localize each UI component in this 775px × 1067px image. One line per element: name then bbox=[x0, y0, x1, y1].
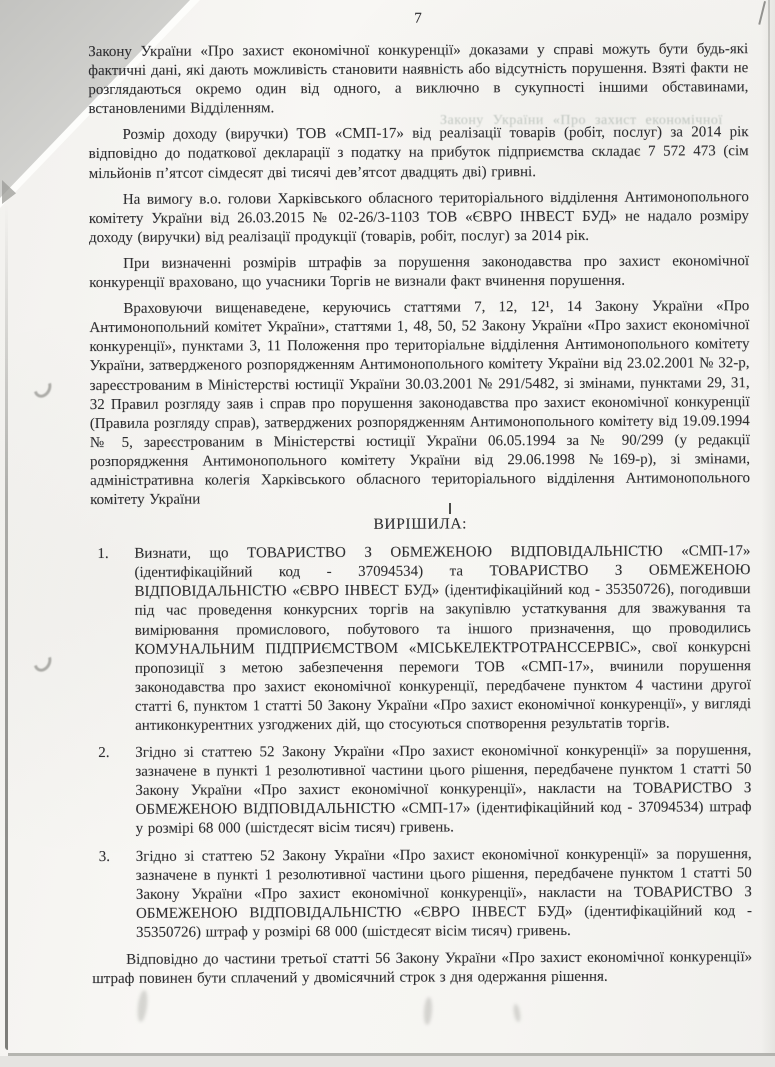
paragraph: Враховуючи вищенаведене, керуючись статтями 7, 12, 12¹, 14 Закону України «Про Антимонопольний комітет України», статтями 1, 48, 50, 52 Закону України «Про захист економічної конкуренції», пунктами 3, 11 Положення про територіальне відділення Антимонопольного комітету України, затвердженого розпорядженням Антимонопольного комітету України від 23.02.2001 № 32-р, зареєстрованим в Міністерстві юстиції України 30.03.2001 № 291/5482, зі змінами, пунктами 29, 31, 32 Правил розгляду заяв і справ про порушення законодавства про захист економічної конкуренції (Правила розгляду справ), затверджених розпорядженням Антимонопольного комітету від 19.09.1994 № 5, зареєстрованим в Міністерстві юстиції України 06.05.1994 за № 90/299 (у редакції розпорядження Антимонопольного комітету України від 29.06.1998 №169-р), зі змінами, адміністративна колегія Харківського обласного територіального відділення Антимонопольного комітету України bbox=[89, 298, 751, 509]
item-number: 3. bbox=[98, 848, 110, 865]
resolution-item bbox=[90, 542, 751, 736]
item-text: Згідно зі статтею 52 Закону України «Про захист економічної конкуренції» за порушення, зазначене в пункті 1 резолютивної частини цього рішення, передбачене пунктом 1 статті 50 Закону України «Про захист економічної конкуренції», накласти на ТОВАРИСТВО З ОБМЕЖЕНОЮ ВІДПОВІДАЛЬНІСТЮ «СМП-17» (ідентифікаційний код - 37094534) штраф у розмірі 68 000 (шістдесят вісім тисяч) гривень. bbox=[135, 742, 752, 838]
right-edge-shade bbox=[761, 0, 775, 1067]
resolution-heading: ВИРІШИЛА: bbox=[373, 515, 468, 533]
paragraph: При визначенні розмірів штрафів за порушення законодавства про захист економічної конкуренції враховано, що учасники Торгів не визнали факт вчинення порушення. bbox=[89, 253, 750, 292]
paragraph: На вимогу в.о. голови Харківського обласного територіального відділення Антимонопольного комітету України від 26.03.2015 № 02-26/3-1103 ТОВ «ЄВРО ІНВЕСТ БУД» не надало розміру доходу (виручки) від реалізації продукції (товарів, робіт, послуг) за 2014 рік. bbox=[88, 188, 749, 246]
scan-smudge bbox=[512, 1004, 521, 1023]
item-number: 2. bbox=[98, 745, 110, 762]
bottom-scanner-band bbox=[0, 1056, 775, 1067]
left-paper-edge-line bbox=[5, 205, 8, 1050]
item-number: 1. bbox=[97, 546, 109, 563]
paragraph: Розмір доходу (виручки) ТОВ «СМП-17» від реалізації товарів (робіт, послуг) за 2014 рік відповідно до податкової декларації з податку на прибуток підприємства складає 7 572 473 (сім мільйонів п’ятсот сімдесят дві тисячі дев’ятсот двадцять дві) гривні. bbox=[88, 124, 749, 182]
item-text: Визнати, що ТОВАРИСТВО З ОБМЕЖЕНОЮ ВІДПОВІДАЛЬНІСТЮ «СМП-17» (ідентифікаційний код - 37094534) та ТОВАРИСТВО З ОБМЕЖЕНОЮ ВІДПОВІДАЛЬНІСТЮ «ЄВРО ІНВЕСТ БУД» (ідентифікаційний код - 35350726), погодивши під час проведення конкурсних торгів на закупівлю устаткування для зважування та вимірювання промислового, побутового та іншого призначення, що проводились КОМУНАЛЬНИМ ПІДПРИЄМСТВОМ «МІСЬКЕЛЕКТРОТРАНССЕРВІС», свої конкурсні пропозиції з метою забезпечення перемоги ТОВ «СМП-17», вчинили порушення законодавства про захист економічної конкуренції, передбачене пунктом 4 частини другої статті 6, пунктом 1 статті 50 Закону України «Про захист економічної конкуренції», у вигляді антиконкурентних узгоджених дій, що стосуються спотворення результатів торгів. bbox=[134, 543, 752, 734]
paragraph: Закону України «Про захист економічної конкуренції» доказами у справі можуть бути будь-які фактичні дані, які дають можливість становити наявність або відсутність порушення. Взяті факти не розглядаються окремо один від одного, а виключно в сукупності іншими обставинами, встановленими Відділенням. bbox=[88, 41, 749, 118]
bleedthrough-text: Закону України «Про захист економічної bbox=[440, 113, 723, 128]
document-body bbox=[88, 9, 752, 996]
resolution-item bbox=[91, 741, 751, 839]
paperclip-shadow-mark bbox=[30, 648, 54, 674]
closing-paragraph: Відповідно до частини третьої статті 56 Закону України «Про захист економічної конкуренції» штраф повинен бути сплачений у двомісячний строк з дня одержання рішення. bbox=[92, 949, 753, 988]
paperclip-shadow-mark bbox=[30, 374, 54, 400]
page-number: 7 bbox=[414, 10, 422, 27]
item-text: Згідно зі статтею 52 Закону України «Про захист економічної конкуренції» за порушення, зазначене в пункті 1 резолютивної частини цього рішення, передбачене пунктом 1 статті 50 Закону України «Про захист економічної конкуренції», накласти на ТОВАРИСТВО З ОБМЕЖЕНОЮ ВІДПОВІДАЛЬНІСТЮ «ЄВРО ІНВЕСТ БУД» (ідентифікаційний код - 35350726) штраф у розмірі 68 000 (шістдесят вісім тисяч) гривень. bbox=[135, 845, 752, 941]
resolution-item bbox=[92, 845, 752, 943]
scan-smudge bbox=[423, 997, 433, 1025]
